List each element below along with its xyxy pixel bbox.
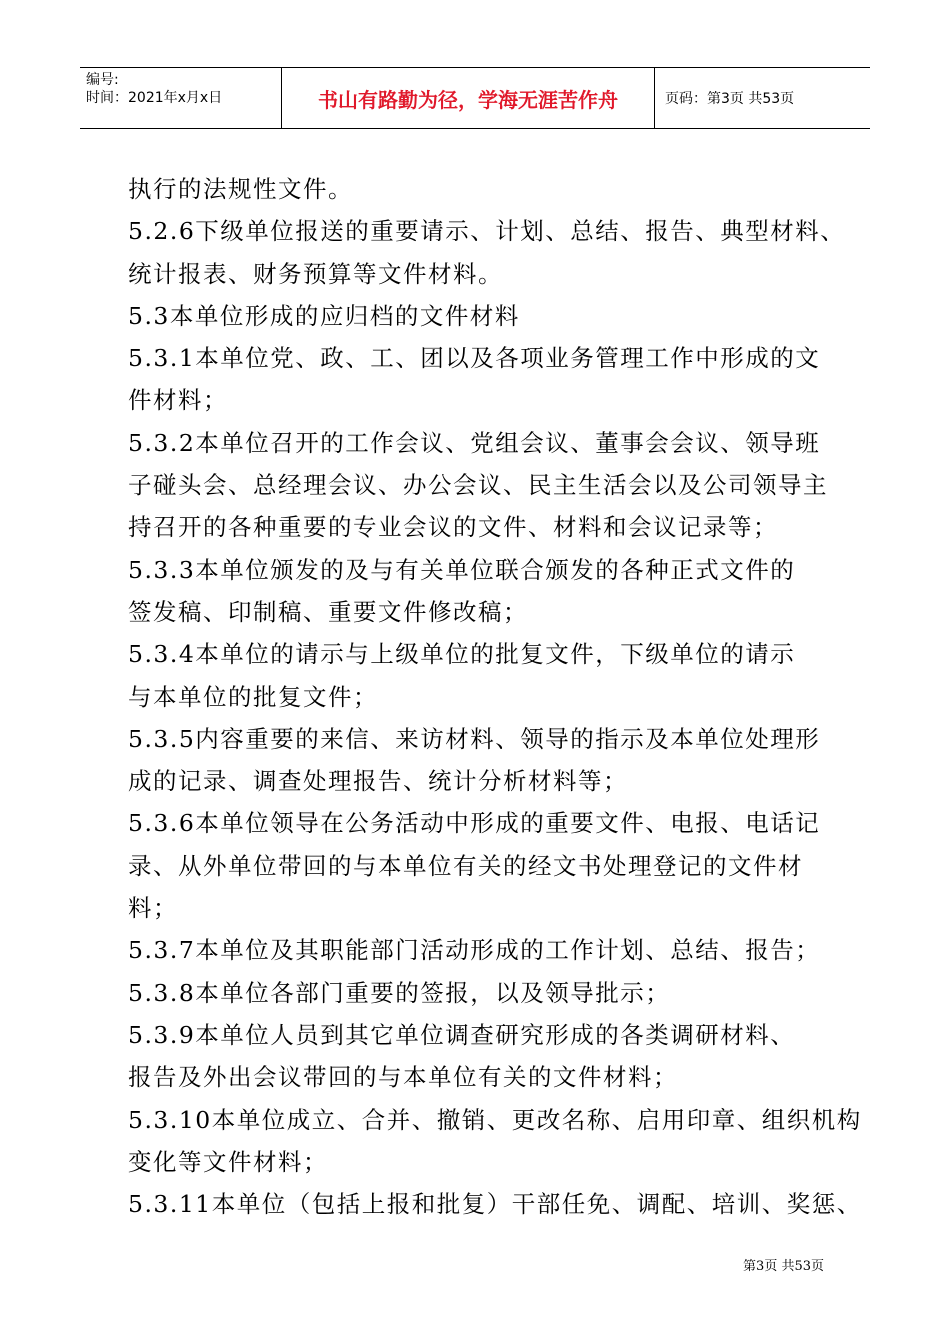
body-line: 执行的法规性文件。 bbox=[128, 175, 353, 203]
body-line: 子碰头会、总经理会议、办公会议、民主生活会以及公司领导主 bbox=[128, 471, 828, 500]
body-line: 5.3.7本单位及其职能部门活动形成的工作计划、总结、报告； bbox=[128, 936, 821, 965]
body-line: 5.2.6下级单位报送的重要请示、计划、总结、报告、典型材料、 bbox=[128, 217, 846, 246]
body-line: 5.3.3本单位颁发的及与有关单位联合颁发的各种正式文件的 bbox=[128, 555, 796, 584]
body-line: 5.3.2本单位召开的工作会议、党组会议、董事会会议、领导班 bbox=[128, 428, 821, 457]
body-line: 5.3.1本单位党、政、工、团以及各项业务管理工作中形成的文 bbox=[128, 344, 821, 373]
body-line: 成的记录、调查处理报告、统计分析材料等； bbox=[128, 767, 628, 796]
header-page-number: 页码：第3页 共53页 bbox=[665, 91, 795, 107]
body-line: 5.3.4本单位的请示与上级单位的批复文件，下级单位的请示 bbox=[128, 640, 796, 669]
document-number-label: 编号: bbox=[86, 72, 119, 88]
body-line: 5.3.9本单位人员到其它单位调查研究形成的各类调研材料、 bbox=[128, 1020, 796, 1049]
body-line: 变化等文件材料； bbox=[128, 1147, 328, 1176]
body-line: 5.3.10本单位成立、合并、撤销、更改名称、启用印章、组织机构 bbox=[128, 1105, 862, 1134]
page-header bbox=[80, 67, 870, 129]
body-line: 5.3本单位形成的应归档的文件材料 bbox=[128, 301, 520, 330]
body-line: 报告及外出会议带回的与本单位有关的文件材料； bbox=[128, 1063, 678, 1092]
document-time-label: 时间：2021年x月x日 bbox=[86, 90, 223, 106]
body-line: 5.3.6本单位领导在公务活动中形成的重要文件、电报、电话记 bbox=[128, 809, 821, 838]
header-motto: 书山有路勤为径，学海无涯苦作舟 bbox=[282, 68, 655, 128]
body-line: 5.3.11本单位（包括上报和批复）干部任免、调配、培训、奖惩、 bbox=[128, 1190, 862, 1219]
body-line: 录、从外单位带回的与本单位有关的经文书处理登记的文件材 bbox=[128, 851, 803, 880]
body-line: 5.3.5内容重要的来信、来访材料、领导的指示及本单位处理形 bbox=[128, 724, 821, 753]
body-line: 与本单位的批复文件； bbox=[128, 682, 378, 711]
document-body bbox=[128, 168, 862, 1225]
body-line: 件材料； bbox=[128, 386, 228, 415]
body-line: 统计报表、财务预算等文件材料。 bbox=[128, 259, 503, 288]
body-line: 料； bbox=[128, 894, 178, 923]
body-line: 5.3.8本单位各部门重要的签报，以及领导批示； bbox=[128, 978, 671, 1007]
body-line: 持召开的各种重要的专业会议的文件、材料和会议记录等； bbox=[128, 513, 778, 542]
body-line: 签发稿、印制稿、重要文件修改稿； bbox=[128, 597, 528, 626]
header-meta bbox=[80, 68, 282, 128]
footer-page-number: 第3页 共53页 bbox=[743, 1259, 824, 1274]
